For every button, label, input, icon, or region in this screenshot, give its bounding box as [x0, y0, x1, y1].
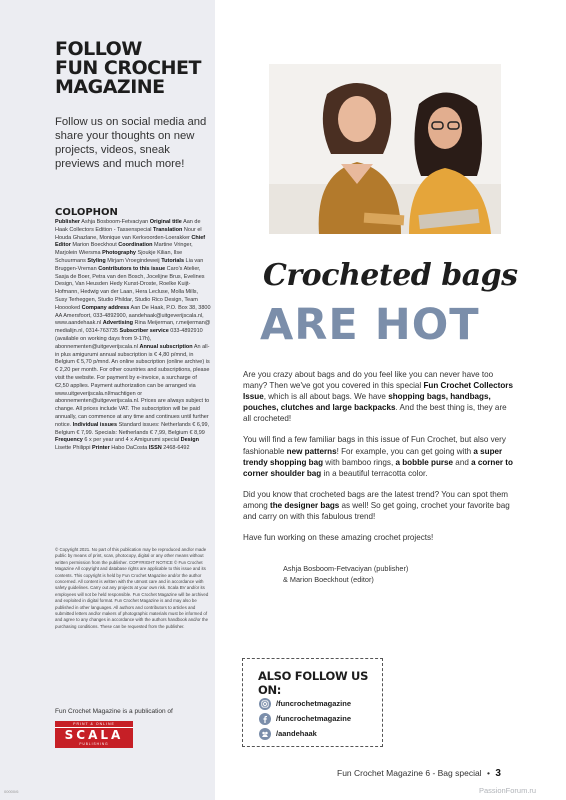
- colophon-value: Habo DaCosta: [109, 445, 149, 452]
- editorial-text: [243, 369, 515, 553]
- editorial-paragraph: [243, 434, 515, 478]
- colophon-label: Advertising: [102, 320, 133, 327]
- colophon-label: ISSN: [148, 445, 162, 452]
- editorial-run: ! For example, you can get going with: [336, 446, 474, 456]
- colophon-value: An all-in plus amigurumi annual subscription is € 4,80 p/mnd, in Belgium € 5,70 p/mnd. An online subscription (online archive) is € 2,20 per month. For other countries and subscriptions, please visit the website. For payment by e-invoice, a surcharge of €2,50 applies. Payment authorization can be arranged via www.uitgeverijscala.nl/machtigen or abonnementen@uitgeverijscala.nl. Prices are always subject to change. All prices include VAT. The subscription will be paid annually, can commence at any time and continues until further notice.: [55, 343, 210, 428]
- editorial-run: Are you crazy about bags and do you feel like you can never have too many? Then we've got you covered in this special: [243, 370, 494, 391]
- editorial-run: You will find a few familiar bags in this issue of Fun Crochet, but also very fashionable: [243, 435, 506, 456]
- editorial-paragraph: [243, 532, 515, 543]
- follow-title-line: FUN CROCHET: [55, 57, 201, 79]
- colophon-label: Publisher: [55, 219, 81, 225]
- editors-photo: [269, 64, 501, 234]
- colophon-value: Standard issues: Netherlands € 6,99, Belgium € 7,99. Specials: Netherlands € 7,99, Belgium € 8,99: [55, 421, 210, 436]
- footer-title: Fun Crochet Magazine 6 - Bag special: [337, 768, 482, 778]
- editorial-emphasis: a corner to corner shoulder bag: [243, 457, 513, 478]
- colophon-value: Lia van Bruggen-Vreman: [55, 257, 204, 272]
- colophon-value: 2468-6492: [161, 445, 190, 452]
- facebook-icon: [259, 713, 271, 725]
- follow-title-line: MAGAZINE: [55, 76, 165, 98]
- colophon-value: Rina Meijerman, r.meijerman@ medialijn.nl, 0314-763735: [55, 320, 211, 335]
- editorial-emphasis: shopping bags, handbags, pouches, clutches and large backpacks: [243, 392, 491, 413]
- editorial-run: with bamboo rings,: [323, 457, 396, 467]
- follow-title: [55, 40, 215, 97]
- scala-publishing-logo: [55, 721, 133, 748]
- colophon-body: [55, 219, 211, 453]
- colophon-label: Contributors to this issue: [98, 265, 166, 272]
- colophon-value: Sjoukje Kilian, Ilse Schuurmans: [55, 250, 183, 264]
- social-handle: /funcrochetmagazine: [276, 714, 352, 723]
- colophon-value: 6 x per year and 4 x Amigurumi special: [82, 437, 181, 444]
- editorial-paragraph: [243, 489, 515, 522]
- colophon-value: Aan de Haak Collectors Edition - Tassenspecial: [55, 219, 201, 233]
- signature-line: & Marion Boeckhout (editor): [283, 575, 374, 584]
- colophon-label: Tutorials: [161, 257, 185, 264]
- follow-title-line: FOLLOW: [55, 38, 142, 60]
- editorial-run: Did you know that crocheted bags are the latest trend? You can spot them among: [243, 489, 509, 510]
- editorial-emphasis: the designer bags: [270, 500, 340, 510]
- follow-subtitle: Follow us on social media and share your thoughts on new projects, videos, sneak previews and much more!: [55, 116, 207, 170]
- signature: [283, 563, 408, 585]
- colophon-value: Martine Vringer, Marjolein Wiersma: [55, 242, 193, 257]
- editorial-run: , which is all about bags. We have: [263, 392, 389, 402]
- colophon-label: Design: [180, 437, 199, 444]
- instagram-icon: [259, 698, 271, 710]
- publication-note: Fun Crochet Magazine is a publication of: [55, 708, 173, 715]
- headline-main: ARE HOT: [260, 300, 480, 350]
- editorial-run: in a beautiful terracotta color.: [321, 468, 428, 478]
- editorial-emphasis: a super trendy shopping bag: [243, 446, 503, 467]
- social-link-instagram[interactable]: [259, 697, 351, 710]
- colophon-heading: COLOPHON: [55, 207, 118, 218]
- editorial-run: and: [453, 457, 472, 467]
- scala-logo-tagline: PRINT & ONLINE: [55, 721, 133, 728]
- colophon-value: Caro's Atelier, Sasja de Boer, Petra van den Bosch, Jocelijne Brus, Evelines Design, Van Heusden Hedy Kunst-Droste, Roelke Kuijt-Hofmann, Hedwig van der Laan, Hera Lecluse, Molla Mills, Susy Terheggen, Studio Phildar, Studio Rico Design, Team Hooooked: [55, 265, 205, 311]
- social-handle: /funcrochetmagazine: [276, 699, 352, 708]
- page-number: 3: [495, 768, 501, 779]
- editorial-run: Have fun working on these amazing crochet projects!: [243, 533, 434, 543]
- footer-bullet: •: [486, 768, 490, 778]
- editorial-paragraph: [243, 369, 515, 424]
- signature-line: Ashja Bosboom-Fetvaciyan (publisher): [283, 564, 409, 573]
- colophon-label: Translation: [153, 226, 183, 233]
- social-link-facebook[interactable]: [259, 712, 351, 725]
- colophon-label: Subscriber service: [119, 328, 169, 335]
- ravelry-icon: [259, 728, 271, 740]
- editors-photo-illustration: [269, 64, 501, 234]
- colophon-label: Photography: [102, 250, 136, 257]
- colophon-value: Nour el Houda Ghazlane, Monique van Kerkvoorden-Loerakker: [55, 226, 202, 241]
- social-link-ravelry[interactable]: [259, 727, 317, 740]
- scala-logo-subtitle: PUBLISHING: [79, 742, 109, 746]
- social-heading: ALSO FOLLOW US ON:: [258, 669, 369, 697]
- colophon-label: Frequency: [55, 437, 83, 444]
- colophon-value: Ashja Bosboom-Fetvaciyan: [80, 219, 150, 225]
- colophon-value: Marion Boeckhout: [70, 242, 119, 249]
- colophon-label: Printer: [92, 445, 110, 452]
- social-handle: /aandehaak: [276, 729, 317, 738]
- editorial-emphasis: Fun Crochet Collectors Issue: [243, 381, 513, 402]
- editorial-run: as well! So get going, crochet your favorite bag and carry on with this fabulous trend!: [243, 500, 510, 522]
- watermark: PassionForum.ru: [479, 786, 537, 795]
- colophon-label: Annual subscription: [139, 343, 193, 350]
- sidebar: [0, 0, 215, 800]
- colophon-label: Styling: [87, 257, 106, 264]
- colophon-value: Aan De Haak, P.O. Box 38, 3800 AA Amersfoort, 033-4892900, aandehaak@uitgeverijscala.nl, www.aandehaak.nl: [55, 304, 211, 327]
- copyright-notice: © Copyright 2021. No part of this publication may be reproduced and/or made public by means of print, scan, photocopy, digital or any other means without written permission from the publisher. COPYRIGHT NOTICE © Fun Crochet Magazine All copyright and database rights are applicable to this issue and its contents. This copyright is held by Fun Crochet Magazine and/or the author concerned. All content is written with the utmost care and in accordance with safety guidelines. Carry out any projects at your own risk. Scala BV and/or its employees will not be held responsible. Fun Crochet Magazine will be archived and exploited in digital format. Fun Crochet Magazine is and may also be published in other languages. All authors and contributors to articles and submitted letters and/or makers of photographic materials must be informed of and agree to any changes in accordance with the authors handbook and/or the purchasing conditions. These can be requested from the publisher.: [55, 547, 209, 629]
- colophon-value: Lisette Philippi: [55, 445, 92, 452]
- colophon-label: Coordination: [118, 242, 153, 249]
- editorial-run: . And the best thing is, they are all crocheted!: [243, 403, 507, 424]
- headline-script: Crocheted bags: [263, 258, 518, 293]
- colophon-value: Mirjam Vroegindeweij: [105, 257, 162, 264]
- colophon-label: Original title: [149, 219, 182, 225]
- editorial-emphasis: a bobble purse: [395, 457, 454, 467]
- print-code: 00000/6: [4, 789, 19, 794]
- scala-logo-name: SCALA: [64, 728, 124, 742]
- colophon-label: Individual issues: [72, 421, 118, 428]
- colophon-label: Chief Editor: [55, 234, 206, 249]
- colophon-value: 033-4892910 (available on working days from 9-17h), abonnementen@uitgeverijscala.nl: [55, 328, 203, 350]
- social-media-box: [242, 658, 383, 747]
- editorial-emphasis: new patterns: [286, 446, 337, 456]
- colophon-label: Company address: [81, 304, 130, 311]
- page-footer: [337, 768, 501, 779]
